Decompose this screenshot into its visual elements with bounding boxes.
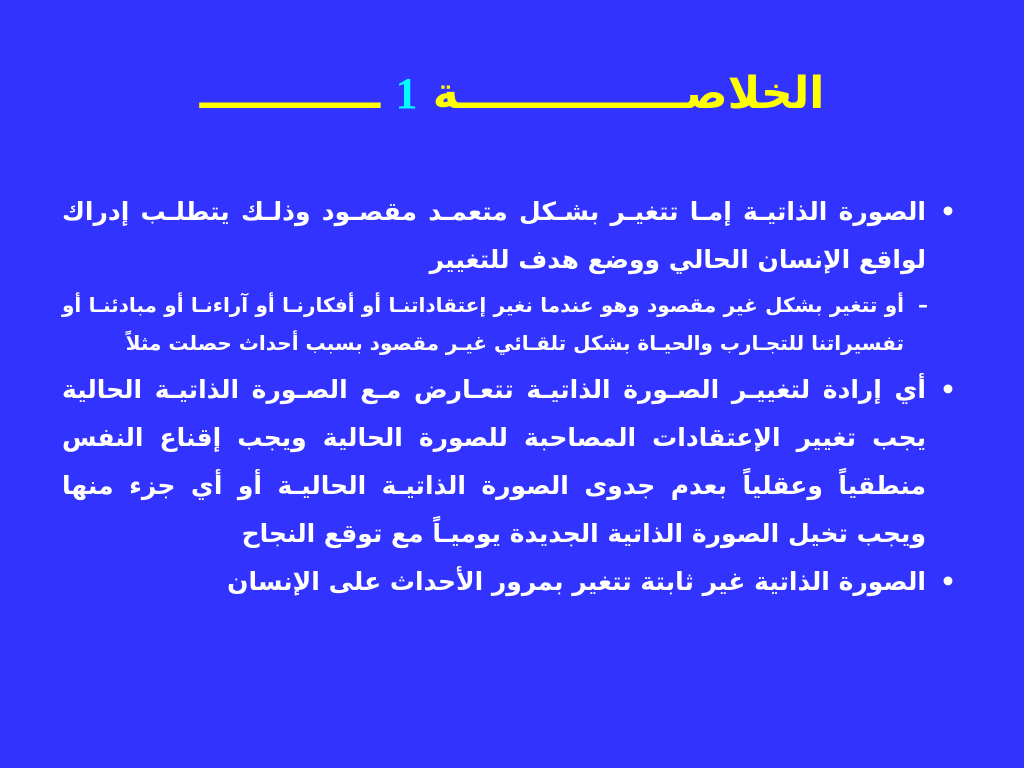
- slide-title: [0, 58, 1024, 130]
- title-text-end: الخلاصـــــــــــــــة: [432, 68, 825, 119]
- bullet-text: أي إرادة لتغييـر الصـورة الذاتيـة تتعـارض مـع الصـورة الذاتيـة الحالية يجب تغيير الإعتقادات المصاحبة للصورة الحالية ويجب إقناع النفس منطقياً وعقلياً بعدم جدوى الصورة الذاتيـة الحاليـة أو أي جزء منها ويجب تخيل الصورة الذاتية الجديدة يوميـاً مع توقع النجاح: [62, 375, 926, 548]
- sub-bullet-item: [62, 286, 962, 362]
- bullet-item: [62, 558, 962, 606]
- bullet-item: [62, 188, 962, 284]
- sub-bullet-marker: –: [918, 293, 928, 317]
- bullet-marker: •: [940, 567, 956, 596]
- title-number: 1: [395, 69, 418, 118]
- bullet-item: [62, 366, 962, 558]
- title-text-start: ــــــــــــ: [199, 68, 381, 119]
- bullet-text: الصورة الذاتيـة إمـا تتغيـر بشـكل متعمـد مقصـود وذلـك يتطلـب إدراك لواقع الإنسان الحالي ووضع هدف للتغيير: [62, 197, 926, 274]
- slide-body: [62, 188, 962, 606]
- bullet-text: الصورة الذاتية غير ثابتة تتغير بمرور الأحداث على الإنسان: [227, 567, 926, 596]
- bullet-marker: •: [940, 197, 956, 226]
- sub-bullet-text: أو تتغير بشكل غير مقصود وهو عندما نغير إعتقاداتنـا أو أفكارنـا أو آراءنـا أو مبادئنـا أو تفسيراتنا للتجـارب والحيـاة بشكل تلقـائي غيـر مقصود بسبب أحداث حصلت مثلاً: [62, 293, 904, 355]
- bullet-marker: •: [940, 375, 956, 404]
